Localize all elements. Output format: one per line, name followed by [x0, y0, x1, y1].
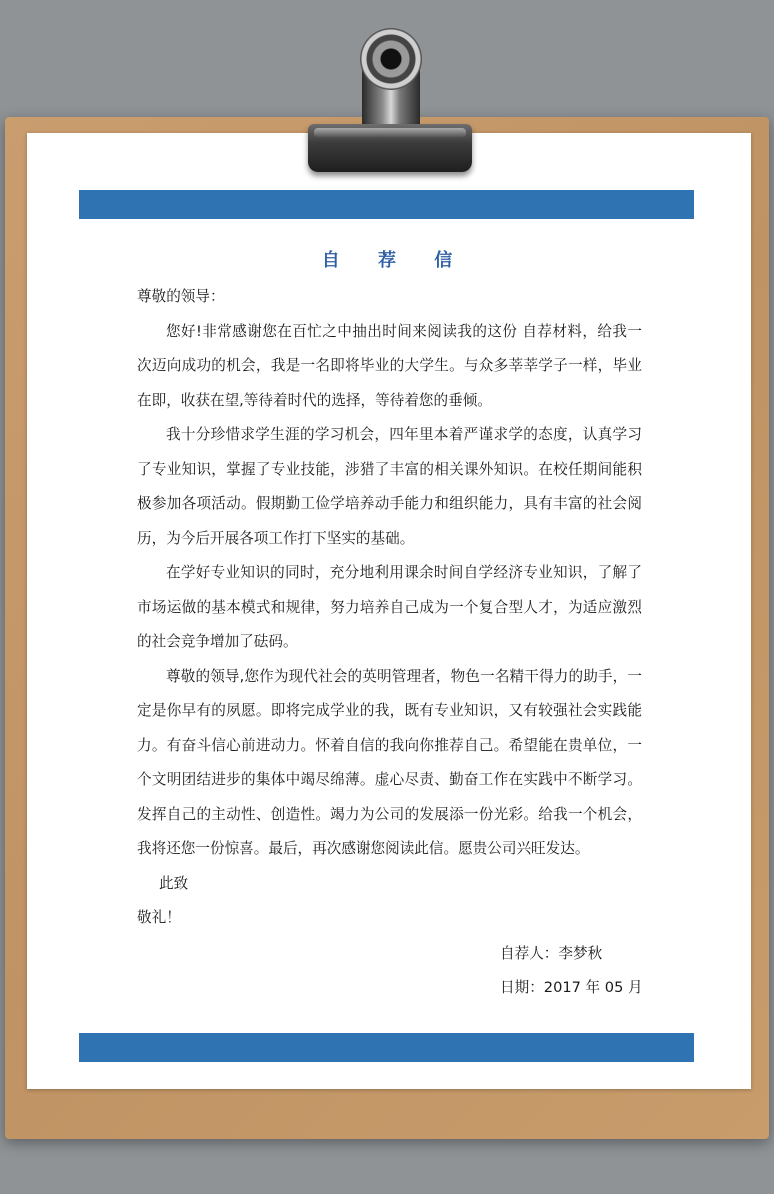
binder-clip-icon	[290, 24, 490, 184]
signer-name: 自荐人：李梦秋	[500, 945, 603, 962]
paragraph-1: 您好!非常感谢您在百忙之中抽出时间来阅读我的这份 自荐材料，给我一次迈向成功的机会，我是一名即将毕业的大学生。与众多莘莘学子一样，毕业在即，收获在望,等待着时代的选择，等待着您的垂倾。	[137, 322, 642, 409]
header-accent-bar	[79, 190, 694, 219]
letter-greeting: 尊敬的领导：	[137, 288, 225, 305]
letter-body	[137, 280, 642, 936]
paragraph-2: 我十分珍惜求学生涯的学习机会，四年里本着严谨求学的态度，认真学习了专业知识，掌握了专业技能，涉猎了丰富的相关课外知识。在校任期间能积极参加各项活动。假期勤工俭学培养动手能力和组织能力，具有丰富的社会阅历，为今后开展各项工作打下坚实的基础。	[137, 426, 642, 547]
letter-date: 日期：2017 年 05 月	[500, 979, 643, 996]
paragraph-4: 尊敬的领导,您作为现代社会的英明管理者，物色一名精干得力的助手，一定是你早有的夙愿。即将完成学业的我，既有专业知识，又有较强社会实践能力。有奋斗信心前进动力。怀着自信的我向你推荐自己。希望能在贵单位，一个文明团结进步的集体中竭尽绵薄。虚心尽责、勤奋工作在实践中不断学习。发挥自己的主动性、创造性。竭力为公司的发展添一份光彩。给我一个机会，我将还您一份惊喜。最后，再次感谢您阅读此信。愿贵公司兴旺发达。	[137, 667, 642, 857]
letter-title: 自 荐 信	[321, 250, 469, 271]
footer-accent-bar	[79, 1033, 694, 1062]
paragraph-3: 在学好专业知识的同时，充分地利用课余时间自学经济专业知识，了解了市场运做的基本模式和规律，努力培养自己成为一个复合型人才，为适应激烈的社会竞争增加了砝码。	[137, 564, 642, 650]
closing-line-1: 此致	[159, 874, 189, 892]
closing-line-2: 敬礼！	[137, 909, 181, 926]
